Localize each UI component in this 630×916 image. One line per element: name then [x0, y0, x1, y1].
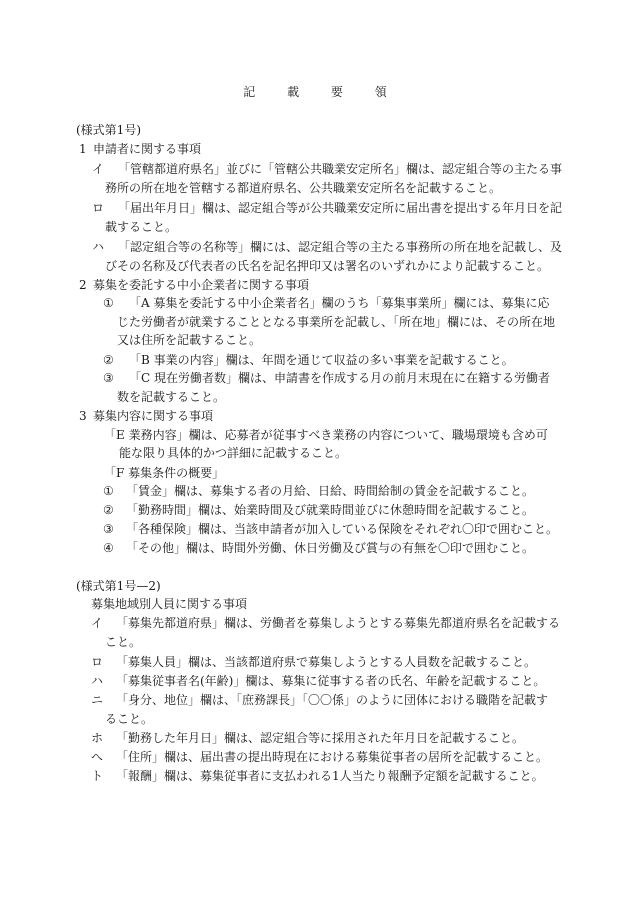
form2-item-ha-mark: ハ: [91, 674, 104, 688]
item-ha-line2: びその名称及び代表者の氏名を記名押印又は署名のいずれかにより記載すること。: [105, 259, 550, 273]
item-i-line2: 務所の所在地を管轄する都道府県名、公共職業安定所名を記載すること。: [105, 181, 502, 195]
form2-heading: 募集地域別人員に関する事項: [91, 597, 248, 611]
item-2-b-line1: 「B 事業の内容」欄は、年間を通じて収益の多い事業を記載すること。: [129, 353, 514, 367]
item-i-mark: イ: [92, 162, 105, 176]
form2-item-he-mark: へ: [91, 750, 104, 764]
section-3-number: 3: [79, 409, 87, 423]
form2-item-to-mark: ト: [91, 769, 104, 783]
section-1-number: 1: [79, 142, 87, 156]
form2-item-ro-line1: 「募集人員」欄は、当該都道府県で募集しようとする人員数を記載すること。: [116, 655, 537, 669]
item-3-f3-mark: ③: [103, 522, 114, 536]
section-2-number: 2: [79, 278, 87, 292]
item-3-e-line2: 能な限り具体的かつ詳細に記載すること。: [119, 446, 348, 460]
item-ha-line1: 「認定組合等の名称等」欄には、認定組合等の主たる事務所の所在地を記載し、及: [118, 240, 563, 254]
item-ro-line2: 載すること。: [105, 220, 178, 234]
item-3-f3-text: 「各種保険」欄は、当該申請者が加入している保険をそれぞれ〇印で囲むこと。: [126, 522, 559, 536]
form1-label: (様式第1号): [76, 123, 141, 137]
form2-item-he-line1: 「住所」欄は、届出書の提出時現在における募集従事者の居所を記載すること。: [116, 750, 549, 764]
item-3-f4-mark: ④: [103, 541, 114, 555]
item-3-f-heading: 「F 募集条件の概要」: [104, 466, 225, 480]
item-2-a-line2: じた労働者が就業することとなる事業所を記載し、「所在地」欄には、その所在地: [117, 315, 556, 329]
item-2-b-mark: ②: [103, 353, 114, 367]
item-2-c-mark: ③: [103, 371, 114, 385]
form2-label: (様式第1号—2): [76, 579, 161, 593]
form2-item-ni-line2: ること。: [105, 712, 154, 726]
form2-item-ro-mark: ロ: [91, 655, 104, 669]
form2-item-i-mark: イ: [91, 616, 104, 630]
form2-item-to-line1: 「報酬」欄は、募集従事者に支払われる1人当たり報酬予定額を記載すること。: [116, 769, 544, 783]
section-2-title: 募集を委託する中小企業者に関する事項: [93, 278, 310, 292]
item-2-a-mark: ①: [103, 296, 114, 310]
item-3-f1-text: 「賃金」欄は、募集する者の月給、日給、時間給制の賃金を記載すること。: [126, 484, 535, 498]
form2-item-i-line2: こと。: [105, 635, 142, 649]
item-3-f2-text: 「勤務時間」欄は、始業時間及び就業時間並びに休憩時間を記載すること。: [126, 503, 535, 517]
item-2-c-line2: 数を記載すること。: [117, 390, 226, 404]
form2-item-ha-line1: 「募集従事者名(年齢)」欄は、募集に従事する者の氏名、年齢を記載すること。: [116, 674, 546, 688]
item-3-e-line1: 「E 業務内容」欄は、応募者が従事すべき業務の内容について、職場環境も含め可: [104, 428, 548, 442]
form2-item-ni-line1: 「身分、地位」欄は、「庶務課長」「〇〇係」のように団体における職階を記載す: [116, 693, 549, 707]
item-ro-mark: ロ: [92, 201, 105, 215]
form2-item-ni-mark: ニ: [91, 693, 104, 707]
item-3-f2-mark: ②: [103, 503, 114, 517]
item-ha-mark: ハ: [92, 240, 105, 254]
item-2-c-line1: 「C 現在労働者数」欄は、申請書を作成する月の前月末現在に在籍する労働者: [129, 371, 550, 385]
item-2-a-line3: 又は住所を記載すること。: [117, 333, 262, 347]
form2-item-ho-line1: 「勤務した年月日」欄は、認定組合等に採用された年月日を記載すること。: [116, 731, 525, 745]
section-1-title: 申請者に関する事項: [93, 142, 202, 156]
item-i-line1: 「管轄都道府県名」並びに「管轄公共職業安定所名」欄は、認定組合等の主たる事: [118, 162, 563, 176]
page-title: 記 載 要 領: [243, 85, 401, 99]
item-3-f1-mark: ①: [103, 484, 114, 498]
item-2-a-line1: 「A 募集を委託する中小企業者名」欄のうち「募集事業所」欄には、募集に応: [129, 296, 550, 310]
form2-item-i-line1: 「募集先都道府県」欄は、労働者を募集しようとする募集先都道府県名を記載する: [116, 616, 561, 630]
form2-item-ho-mark: ホ: [91, 731, 104, 745]
item-ro-line1: 「届出年月日」欄は、認定組合等が公共職業安定所に届出書を提出する年月日を記: [118, 201, 563, 215]
section-3-title: 募集内容に関する事項: [93, 409, 214, 423]
item-3-f4-text: 「その他」欄は、時間外労働、休日労働及び賞与の有無を〇印で囲むこと。: [126, 541, 535, 555]
